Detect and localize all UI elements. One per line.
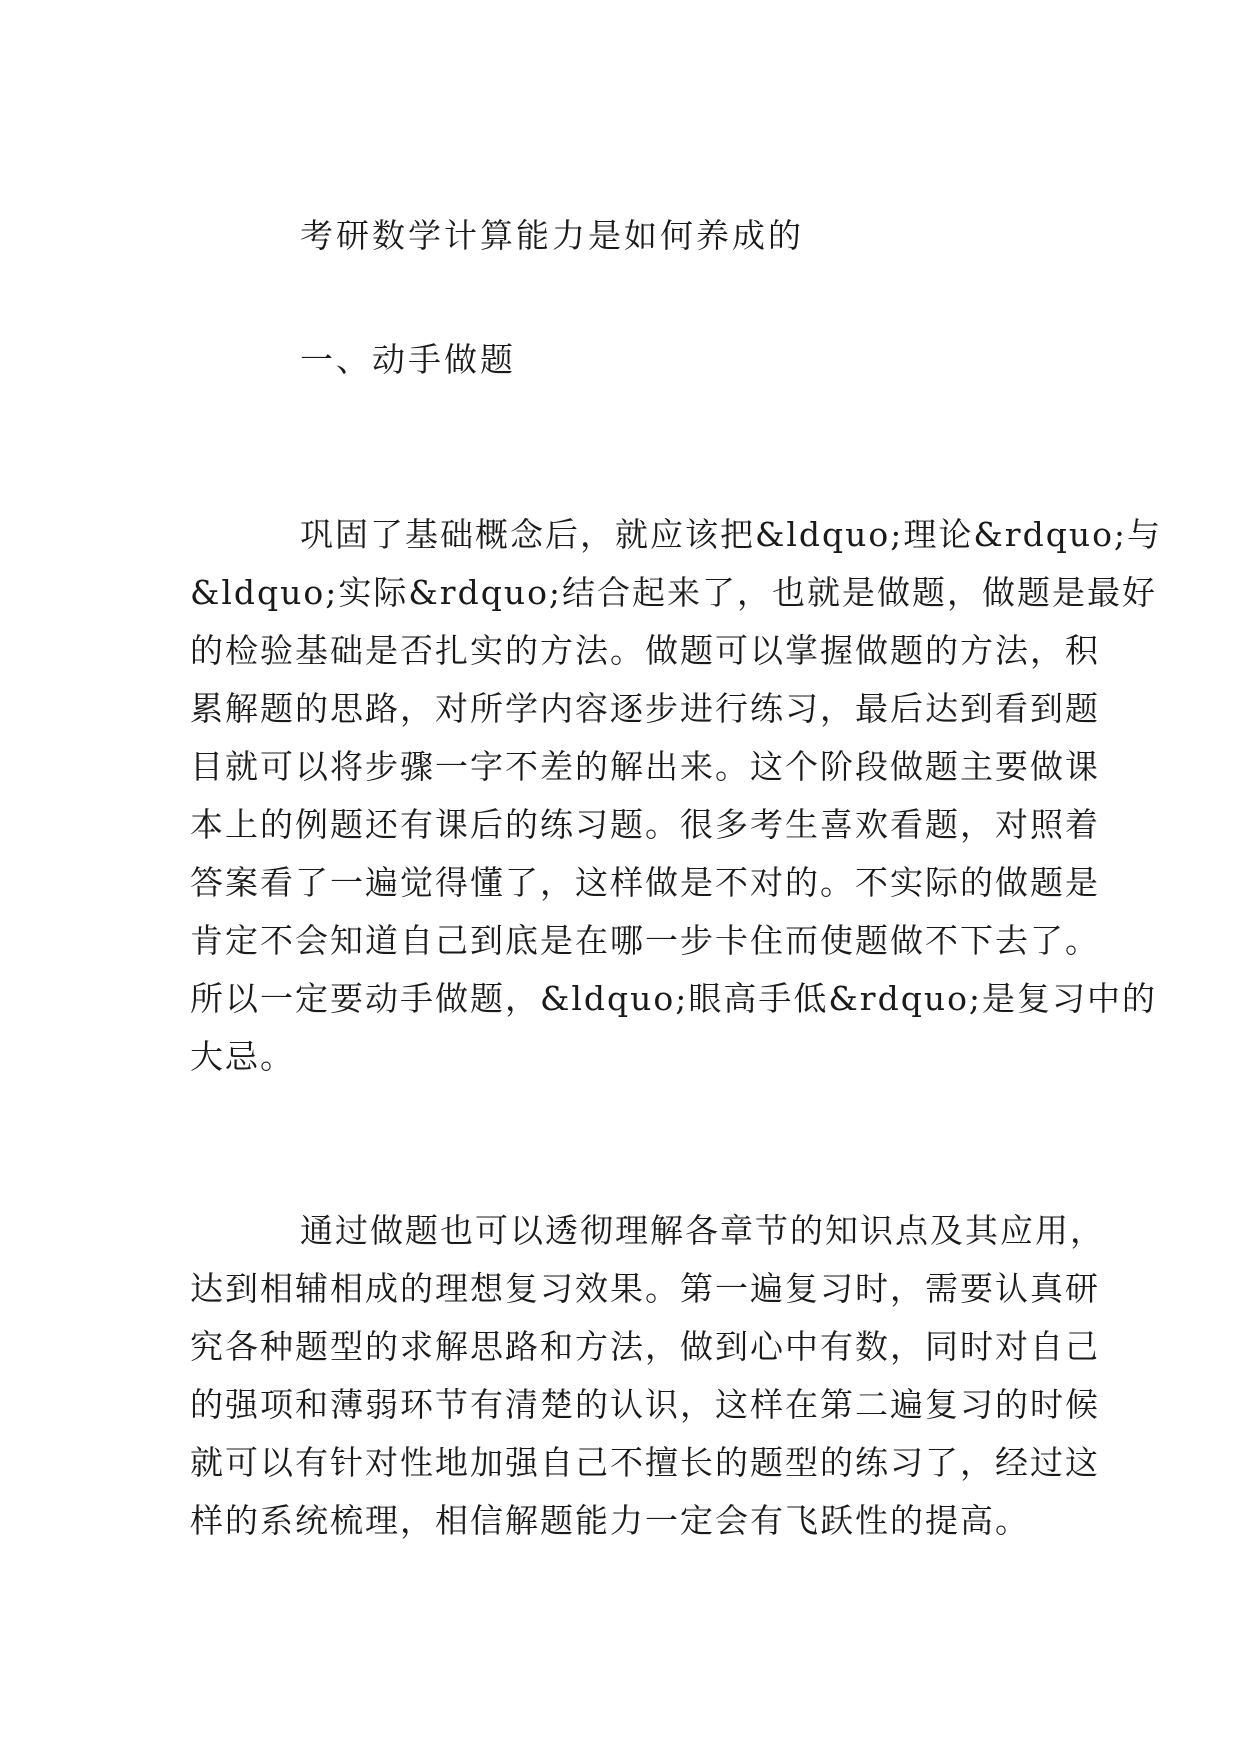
paragraph-line: 巩固了基础概念后，就应该把&ldquo;理论&rdquo;与 [300, 515, 1163, 554]
document-title: 考研数学计算能力是如何养成的 [300, 216, 804, 255]
paragraph-line: 究各种题型的求解思路和方法，做到心中有数，同时对自己 [190, 1327, 1100, 1366]
paragraph-line: 累解题的思路，对所学内容逐步进行练习，最后达到看到题 [190, 689, 1100, 728]
section-heading: 一、动手做题 [300, 340, 516, 379]
paragraph-line: 肯定不会知道自己到底是在哪一步卡住而使题做不下去了。 [190, 921, 1100, 960]
paragraph-1 [190, 506, 1163, 1086]
paragraph-line: 大忌。 [190, 1037, 295, 1076]
paragraph-2 [190, 1202, 1105, 1550]
paragraph-line: 样的系统梳理，相信解题能力一定会有飞跃性的提高。 [190, 1501, 1030, 1540]
paragraph-line: 通过做题也可以透彻理解各章节的知识点及其应用， [300, 1211, 1105, 1250]
paragraph-line: 所以一定要动手做题，&ldquo;眼高手低&rdquo;是复习中的 [190, 979, 1158, 1018]
paragraph-line: &ldquo;实际&rdquo;结合起来了，也就是做题，做题是最好 [190, 573, 1158, 612]
paragraph-line: 就可以有针对性地加强自己不擅长的题型的练习了，经过这 [190, 1443, 1100, 1482]
paragraph-line: 本上的例题还有课后的练习题。很多考生喜欢看题，对照着 [190, 805, 1100, 844]
paragraph-line: 目就可以将步骤一字不差的解出来。这个阶段做题主要做课 [190, 747, 1100, 786]
paragraph-line: 达到相辅相成的理想复习效果。第一遍复习时，需要认真研 [190, 1269, 1100, 1308]
paragraph-line: 的检验基础是否扎实的方法。做题可以掌握做题的方法，积 [190, 631, 1100, 670]
paragraph-line: 的强项和薄弱环节有清楚的认识，这样在第二遍复习的时候 [190, 1385, 1100, 1424]
paragraph-line: 答案看了一遍觉得懂了，这样做是不对的。不实际的做题是 [190, 863, 1100, 902]
